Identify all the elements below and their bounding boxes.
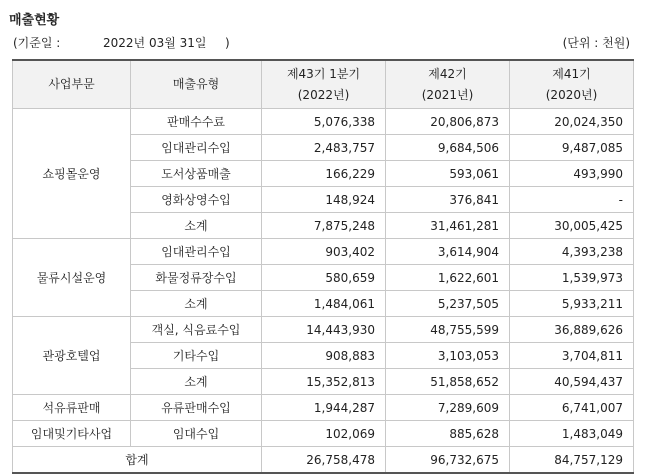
header-type: 매출유형: [131, 60, 262, 109]
sales-type-cell: 영화상영수입: [131, 187, 262, 213]
header-period-2: [386, 60, 510, 109]
value-cell-period-3: 20,024,350: [510, 109, 634, 135]
header-period-2-year: (2021년): [421, 87, 474, 102]
table-body: [13, 109, 634, 474]
value-cell-period-1: 5,076,338: [262, 109, 386, 135]
value-cell-period-2: 48,755,599: [386, 317, 510, 343]
sales-type-cell: 도서상품매출: [131, 161, 262, 187]
value-cell-period-1: 1,484,061: [262, 291, 386, 317]
value-cell-period-1: 166,229: [262, 161, 386, 187]
value-cell-period-2: 376,841: [386, 187, 510, 213]
value-cell-period-3: 40,594,437: [510, 369, 634, 395]
sales-type-cell: 임대관리수입: [131, 239, 262, 265]
value-cell-period-1: 1,944,287: [262, 395, 386, 421]
sales-type-cell: 소계: [131, 213, 262, 239]
total-row: [13, 447, 634, 474]
segment-cell: 관광호텔업: [13, 317, 131, 395]
header-period-1-name: 제43기 1분기: [286, 66, 361, 81]
value-cell-period-2: 5,237,505: [386, 291, 510, 317]
sales-type-cell: 임대수입: [131, 421, 262, 447]
value-cell-period-1: 148,924: [262, 187, 386, 213]
sales-type-cell: 소계: [131, 291, 262, 317]
table-row: [13, 395, 634, 421]
total-value-period-3: 84,757,129: [510, 447, 634, 474]
sales-table: [12, 59, 634, 474]
header-period-3: [510, 60, 634, 109]
value-cell-period-3: 30,005,425: [510, 213, 634, 239]
sales-type-cell: 유류판매수입: [131, 395, 262, 421]
segment-cell: 석유류판매: [13, 395, 131, 421]
value-cell-period-3: 6,741,007: [510, 395, 634, 421]
value-cell-period-3: -: [510, 187, 634, 213]
unit-label: (단위 : 천원): [562, 36, 630, 50]
sales-type-cell: 소계: [131, 369, 262, 395]
value-cell-period-1: 2,483,757: [262, 135, 386, 161]
sales-type-cell: 임대관리수입: [131, 135, 262, 161]
sales-type-cell: 화물정류장수입: [131, 265, 262, 291]
sales-type-cell: 객실, 식음료수입: [131, 317, 262, 343]
sales-type-cell: 기타수입: [131, 343, 262, 369]
value-cell-period-3: 36,889,626: [510, 317, 634, 343]
value-cell-period-1: 15,352,813: [262, 369, 386, 395]
value-cell-period-1: 580,659: [262, 265, 386, 291]
table-header-row: [13, 60, 634, 109]
table-row: [13, 421, 634, 447]
base-date-line: [13, 34, 230, 51]
table-row: [13, 317, 634, 343]
base-date-close: ): [225, 36, 230, 50]
value-cell-period-3: 1,483,049: [510, 421, 634, 447]
value-cell-period-1: 102,069: [262, 421, 386, 447]
total-label: 합계: [13, 447, 262, 474]
value-cell-period-2: 31,461,281: [386, 213, 510, 239]
header-segment: 사업부문: [13, 60, 131, 109]
total-value-period-2: 96,732,675: [386, 447, 510, 474]
value-cell-period-3: 3,704,811: [510, 343, 634, 369]
header-period-1: [262, 60, 386, 109]
base-date-value: 2022년 03월 31일: [103, 36, 207, 50]
value-cell-period-3: 5,933,211: [510, 291, 634, 317]
value-cell-period-3: 1,539,973: [510, 265, 634, 291]
value-cell-period-3: 9,487,085: [510, 135, 634, 161]
header-period-2-name: 제42기: [428, 66, 467, 81]
segment-cell: 물류시설운영: [13, 239, 131, 317]
table-row: [13, 239, 634, 265]
value-cell-period-2: 20,806,873: [386, 109, 510, 135]
sales-type-cell: 판매수수료: [131, 109, 262, 135]
value-cell-period-2: 9,684,506: [386, 135, 510, 161]
value-cell-period-1: 908,883: [262, 343, 386, 369]
value-cell-period-2: 3,103,053: [386, 343, 510, 369]
value-cell-period-3: 493,990: [510, 161, 634, 187]
value-cell-period-1: 903,402: [262, 239, 386, 265]
page-title: 매출현황: [9, 13, 60, 28]
table-row: [13, 109, 634, 135]
value-cell-period-1: 14,443,930: [262, 317, 386, 343]
header-period-3-year: (2020년): [545, 87, 598, 102]
header-period-3-name: 제41기: [552, 66, 591, 81]
total-value-period-1: 26,758,478: [262, 447, 386, 474]
value-cell-period-2: 7,289,609: [386, 395, 510, 421]
header-period-1-year: (2022년): [297, 87, 350, 102]
segment-cell: 임대및기타사업: [13, 421, 131, 447]
value-cell-period-2: 593,061: [386, 161, 510, 187]
value-cell-period-2: 51,858,652: [386, 369, 510, 395]
value-cell-period-2: 885,628: [386, 421, 510, 447]
base-date-label: (기준일 :: [13, 36, 61, 50]
value-cell-period-1: 7,875,248: [262, 213, 386, 239]
segment-cell: 쇼핑몰운영: [13, 109, 131, 239]
value-cell-period-2: 3,614,904: [386, 239, 510, 265]
value-cell-period-3: 4,393,238: [510, 239, 634, 265]
value-cell-period-2: 1,622,601: [386, 265, 510, 291]
